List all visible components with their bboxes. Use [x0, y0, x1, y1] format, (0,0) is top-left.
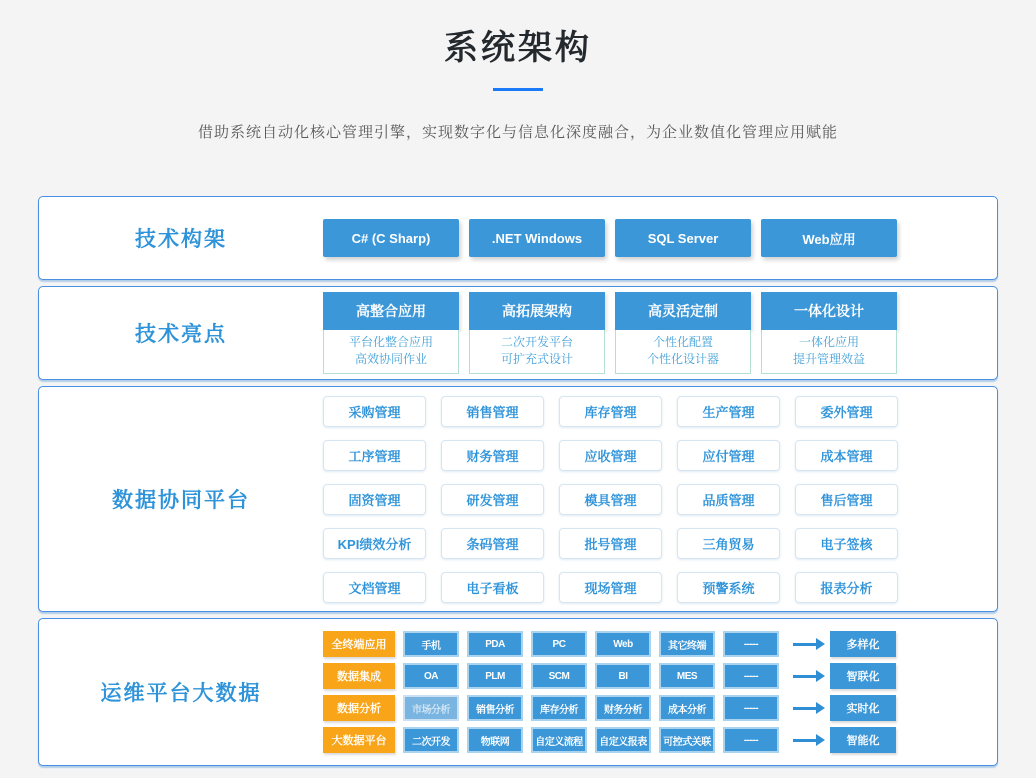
- highlight-card-line: 高效协同作业: [354, 352, 427, 366]
- ops-item-button[interactable]: Web: [595, 631, 651, 657]
- tech-stack-button-web[interactable]: Web应用: [761, 219, 897, 257]
- module-button-kanban[interactable]: 电子看板: [441, 572, 544, 603]
- ops-category-button[interactable]: 大数据平台: [323, 727, 395, 753]
- module-button-mold[interactable]: 模具管理: [559, 484, 662, 515]
- module-button-kpi[interactable]: KPI绩效分析: [323, 528, 426, 559]
- highlight-card: [761, 292, 897, 374]
- section-label-ops: 运维平台大数据: [100, 682, 262, 705]
- ops-row-terminals: [323, 630, 896, 659]
- module-button-production[interactable]: 生产管理: [677, 396, 780, 427]
- title-divider: [493, 88, 543, 91]
- section-platform: [38, 386, 998, 612]
- section-label-highlights: 技术亮点: [135, 323, 227, 346]
- module-button-payable[interactable]: 应付管理: [677, 440, 780, 471]
- module-button-esign[interactable]: 电子签核: [795, 528, 898, 559]
- page-header: [0, 0, 1036, 142]
- highlight-card-title: 一体化设计: [761, 292, 897, 330]
- right-arrow-icon: [793, 670, 825, 682]
- highlight-card-body: [469, 330, 605, 374]
- highlight-card-body: [615, 330, 751, 374]
- highlight-card-line: 平台化整合应用: [348, 335, 433, 349]
- section-label-platform: 数据协同平台: [112, 489, 250, 512]
- ops-row-integration: [323, 662, 896, 691]
- module-button-receivable[interactable]: 应收管理: [559, 440, 662, 471]
- module-button-batch[interactable]: 批号管理: [559, 528, 662, 559]
- highlight-card-title: 高拓展架构: [469, 292, 605, 330]
- ops-item-button[interactable]: 物联网: [467, 727, 523, 753]
- module-button-process[interactable]: 工序管理: [323, 440, 426, 471]
- ops-item-button[interactable]: 手机: [403, 631, 459, 657]
- section-label-tech-stack: 技术构架: [135, 228, 227, 251]
- module-button-report[interactable]: 报表分析: [795, 572, 898, 603]
- module-button-purchase[interactable]: 采购管理: [323, 396, 426, 427]
- module-grid: [323, 396, 898, 603]
- section-ops: [38, 618, 998, 766]
- module-button-aftersales[interactable]: 售后管理: [795, 484, 898, 515]
- module-button-inventory[interactable]: 库存管理: [559, 396, 662, 427]
- ops-item-button-more[interactable]: -----: [723, 727, 779, 753]
- ops-item-button[interactable]: 成本分析: [659, 695, 715, 721]
- ops-item-button[interactable]: 库存分析: [531, 695, 587, 721]
- ops-category-button[interactable]: 数据集成: [323, 663, 395, 689]
- highlight-card-line: 一体化应用: [798, 335, 859, 349]
- highlight-card-line: 可扩充式设计: [500, 352, 573, 366]
- ops-item-button[interactable]: 自定义流程: [531, 727, 587, 753]
- module-button-finance[interactable]: 财务管理: [441, 440, 544, 471]
- section-highlights: [38, 286, 998, 380]
- ops-category-button[interactable]: 数据分析: [323, 695, 395, 721]
- highlight-card: [615, 292, 751, 374]
- ops-item-button[interactable]: PC: [531, 631, 587, 657]
- page-subtitle: 借助系统自动化核心管理引擎，实现数字化与信息化深度融合，为企业数值化管理应用赋能: [197, 124, 838, 141]
- ops-item-button[interactable]: 可控式关联: [659, 727, 715, 753]
- tech-stack-button-dotnet[interactable]: .NET Windows: [469, 219, 605, 257]
- ops-item-button[interactable]: OA: [403, 663, 459, 689]
- highlight-card-title: 高整合应用: [323, 292, 459, 330]
- ops-result-button[interactable]: 智能化: [830, 727, 896, 753]
- ops-item-button[interactable]: MES: [659, 663, 715, 689]
- module-button-outsourcing[interactable]: 委外管理: [795, 396, 898, 427]
- right-arrow-icon: [793, 702, 825, 714]
- tech-stack-button-csharp[interactable]: C# (C Sharp): [323, 219, 459, 257]
- ops-item-button[interactable]: BI: [595, 663, 651, 689]
- module-button-alert[interactable]: 预警系统: [677, 572, 780, 603]
- highlight-card-line: 个性化配置: [652, 335, 713, 349]
- module-button-sales[interactable]: 销售管理: [441, 396, 544, 427]
- ops-result-button[interactable]: 智联化: [830, 663, 896, 689]
- highlight-card-title: 高灵活定制: [615, 292, 751, 330]
- ops-item-button[interactable]: 二次开发: [403, 727, 459, 753]
- module-button-cost[interactable]: 成本管理: [795, 440, 898, 471]
- ops-item-button[interactable]: 销售分析: [467, 695, 523, 721]
- ops-item-button[interactable]: 财务分析: [595, 695, 651, 721]
- module-button-quality[interactable]: 品质管理: [677, 484, 780, 515]
- section-tech-stack: [38, 196, 998, 280]
- module-button-triangle-trade[interactable]: 三角贸易: [677, 528, 780, 559]
- ops-item-button-more[interactable]: -----: [723, 631, 779, 657]
- ops-item-button[interactable]: PDA: [467, 631, 523, 657]
- module-button-barcode[interactable]: 条码管理: [441, 528, 544, 559]
- ops-item-button[interactable]: SCM: [531, 663, 587, 689]
- ops-item-button[interactable]: 自定义报表: [595, 727, 651, 753]
- ops-category-button[interactable]: 全终端应用: [323, 631, 395, 657]
- highlight-card-line: 提升管理效益: [792, 352, 865, 366]
- highlight-card: [469, 292, 605, 374]
- highlight-card: [323, 292, 459, 374]
- ops-result-button[interactable]: 多样化: [830, 631, 896, 657]
- module-button-rnd[interactable]: 研发管理: [441, 484, 544, 515]
- tech-stack-button-sqlserver[interactable]: SQL Server: [615, 219, 751, 257]
- right-arrow-icon: [793, 734, 825, 746]
- page-title: 系统架构: [444, 29, 592, 67]
- ops-rows: [323, 630, 896, 755]
- highlight-card-body: [761, 330, 897, 374]
- right-arrow-icon: [793, 638, 825, 650]
- ops-item-button-more[interactable]: -----: [723, 663, 779, 689]
- module-button-onsite[interactable]: 现场管理: [559, 572, 662, 603]
- highlight-card-line: 个性化设计器: [646, 352, 719, 366]
- module-button-fixed-assets[interactable]: 固资管理: [323, 484, 426, 515]
- highlight-card-body: [323, 330, 459, 374]
- ops-item-button[interactable]: 其它终端: [659, 631, 715, 657]
- module-button-document[interactable]: 文档管理: [323, 572, 426, 603]
- highlight-cards: [323, 292, 897, 374]
- ops-result-button[interactable]: 实时化: [830, 695, 896, 721]
- ops-row-analysis: [323, 694, 896, 723]
- ops-item-button[interactable]: PLM: [467, 663, 523, 689]
- ops-item-button-more[interactable]: -----: [723, 695, 779, 721]
- ops-row-bigdata: [323, 726, 896, 755]
- architecture-sections: [38, 196, 998, 766]
- tech-stack-buttons: [323, 219, 897, 257]
- highlight-card-line: 二次开发平台: [500, 335, 573, 349]
- ops-item-button[interactable]: 市场分析: [403, 695, 459, 721]
